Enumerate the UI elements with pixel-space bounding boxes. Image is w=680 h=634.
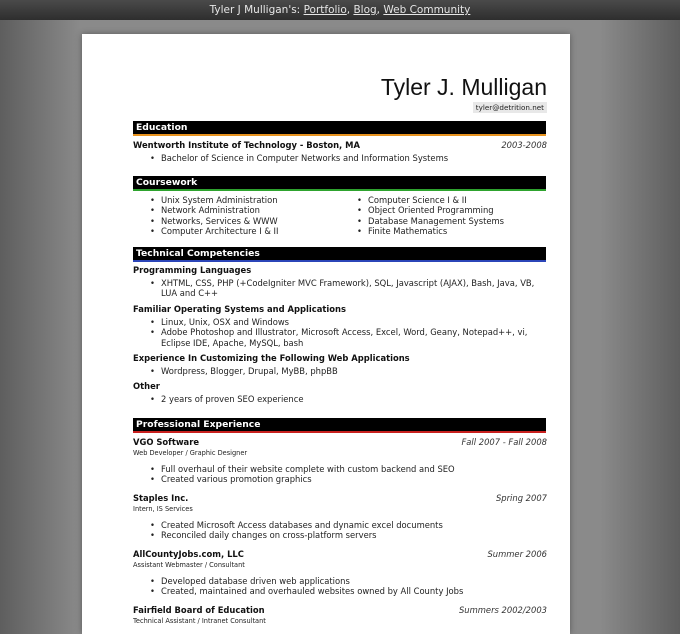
list-item: • Created, maintained and overhauled websites owned by All County Jobs xyxy=(133,586,547,596)
top-bar: Tyler J Mulligan's: Portfolio, Blog, Web Community xyxy=(0,0,680,20)
list-item: • Developed database driven web applications xyxy=(133,576,547,586)
top-bar-prefix: Tyler J Mulligan's: xyxy=(209,4,301,16)
resume-name: Tyler J. Mulligan xyxy=(380,74,547,100)
company-name: VGO Software xyxy=(133,437,200,447)
list-item: • Network Administration xyxy=(133,205,340,215)
list-item: • Finite Mathematics xyxy=(340,226,547,236)
job-entry xyxy=(133,493,547,541)
company-name: AllCountyJobs.com, LLC xyxy=(133,549,244,559)
blog-link[interactable]: Blog xyxy=(353,4,377,16)
job-role: Web Developer / Graphic Designer xyxy=(133,449,248,457)
job-dates: Fall 2007 - Fall 2008 xyxy=(461,437,547,447)
tech-group-heading: Programming Languages xyxy=(133,265,252,275)
list-item: • Computer Science I & II xyxy=(340,195,547,205)
list-item: • Computer Architecture I & II xyxy=(133,226,340,236)
section-technical-header: Technical Competencies xyxy=(133,247,546,260)
job-role: Intern, IS Services xyxy=(133,505,193,513)
job-entry xyxy=(133,605,547,625)
list-item: • Created various promotion graphics xyxy=(133,474,547,484)
list-item: • Adobe Photoshop and Illustrator, Microsoft Access, Excel, Word, Geany, Notepad++, vi, Eclipse IDE, Apache, MySQL, bash xyxy=(133,327,547,348)
company-name: Fairfield Board of Education xyxy=(133,605,265,615)
job-entry xyxy=(133,437,547,485)
web-community-link[interactable]: Web Community xyxy=(383,4,471,16)
technical-block xyxy=(133,265,547,405)
section-experience-header: Professional Experience xyxy=(133,418,546,431)
education-block xyxy=(133,140,547,163)
list-item: • Reconciled daily changes on cross-platform servers xyxy=(133,530,547,540)
tech-group-heading: Experience In Customizing the Following Web Applications xyxy=(133,353,410,364)
list-item: • Bachelor of Science in Computer Networks and Information Systems xyxy=(133,153,547,163)
company-name: Staples Inc. xyxy=(133,493,189,503)
list-item: • Networks, Services & WWW xyxy=(133,216,340,226)
list-item: • Database Management Systems xyxy=(340,216,547,226)
coursework-block xyxy=(133,195,547,237)
job-entry xyxy=(133,549,547,597)
education-dates: 2003-2008 xyxy=(501,140,547,150)
coursework-right-list xyxy=(340,195,547,237)
list-item: • Object Oriented Programming xyxy=(340,205,547,215)
job-role: Assistant Webmaster / Consultant xyxy=(133,561,245,569)
school-name: Wentworth Institute of Technology - Boston, MA xyxy=(133,140,360,150)
job-dates: Summer 2006 xyxy=(487,549,547,559)
portfolio-link[interactable]: Portfolio xyxy=(303,4,347,16)
list-item: • Linux, Unix, OSX and Windows xyxy=(133,317,547,327)
section-education-header: Education xyxy=(133,121,546,134)
list-item: • XHTML, CSS, PHP (+CodeIgniter MVC Framework), SQL, Javascript (AJAX), Bash, Java, VB, LUA and C++ xyxy=(133,278,547,299)
job-dates: Spring 2007 xyxy=(495,493,547,503)
email-address[interactable]: tyler@detrition.net xyxy=(473,102,547,113)
job-dates: Summers 2002/2003 xyxy=(458,605,547,615)
list-item: • Wordpress, Blogger, Drupal, MyBB, phpBB xyxy=(133,366,547,376)
section-coursework-header: Coursework xyxy=(133,176,546,189)
list-item: • 2 years of proven SEO experience xyxy=(133,394,547,404)
resume-page xyxy=(82,34,570,634)
list-item: • Full overhaul of their website complete with custom backend and SEO xyxy=(133,464,547,474)
tech-group-heading: Other xyxy=(133,381,160,392)
job-role: Technical Assistant / Intranet Consultant xyxy=(133,617,266,625)
coursework-left-list xyxy=(133,195,340,237)
list-item: • Unix System Administration xyxy=(133,195,340,205)
list-item: • Created Microsoft Access databases and dynamic excel documents xyxy=(133,520,547,530)
tech-group-heading: Familiar Operating Systems and Applications xyxy=(133,303,346,314)
